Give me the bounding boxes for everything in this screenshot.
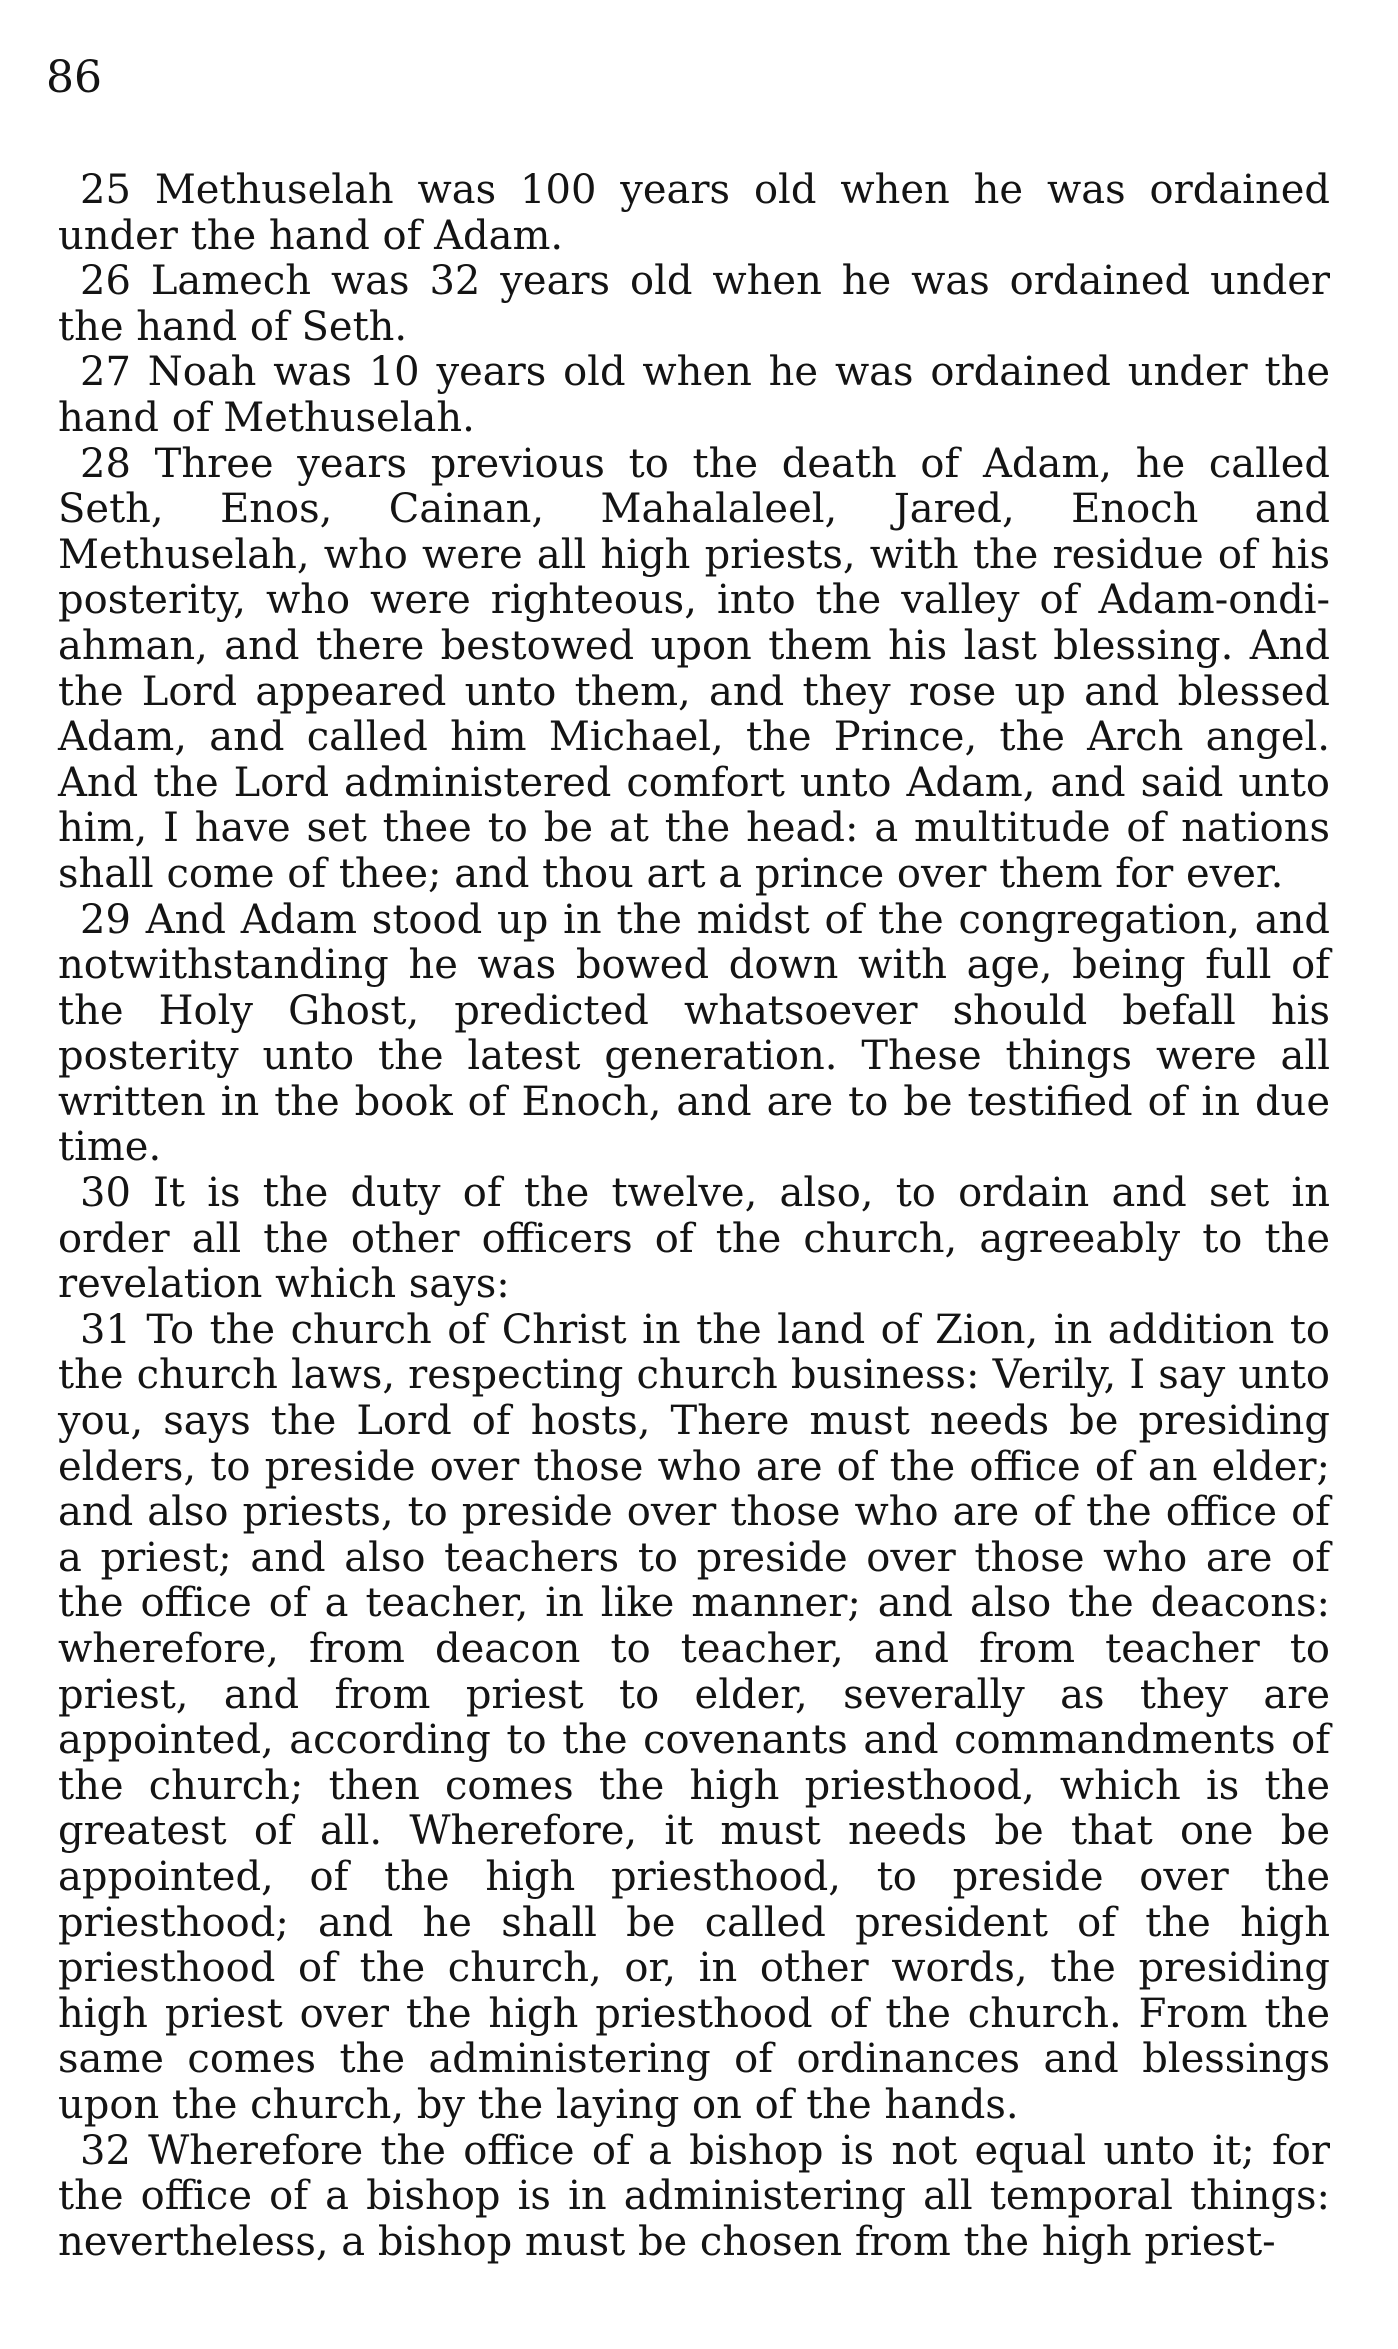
verse-number: 30 xyxy=(80,1170,131,1217)
verse-26 xyxy=(58,259,1330,350)
verse-text: It is the duty of the twelve, also, to ordain and set in order all the other officers of the church, agreeably to the revelation which says: xyxy=(58,1170,1330,1308)
verse-number: 29 xyxy=(80,896,131,943)
verse-31 xyxy=(58,1308,1330,2129)
verse-number: 28 xyxy=(80,440,131,487)
verse-number: 26 xyxy=(80,258,131,305)
verse-text: Methuselah was 100 years old when he was ordained under the hand of Adam. xyxy=(58,167,1330,259)
verse-number: 31 xyxy=(80,1306,131,1353)
verse-28 xyxy=(58,442,1330,898)
verse-text: Lamech was 32 years old when he was ordained under the hand of Seth. xyxy=(58,258,1330,350)
verse-27 xyxy=(58,350,1330,441)
verse-25 xyxy=(58,168,1330,259)
verse-text: Noah was 10 years old when he was ordained under the hand of Methuselah. xyxy=(58,349,1330,441)
verse-29 xyxy=(58,898,1330,1172)
verse-number: 27 xyxy=(80,349,131,396)
verse-text: To the church of Christ in the land of Zion, in addition to the church laws, respecting church business: Verily, I say unto you, says the Lord of hosts, There must needs be presiding elders, to preside over those who are of the office of an elder; and also priests, to preside over those who are of the office of a priest; and also teachers to preside over those who are of the office of a teacher, in like manner; and also the deacons: wherefore, from deacon to teacher, and from teacher to priest, and from priest to elder, severally as they are appointed, according to the covenants and commandments of the church; then comes the high priesthood, which is the greatest of all. Wherefore, it must needs be that one be appointed, of the high priesthood, to preside over the priesthood; and he shall be called president of the high priesthood of the church, or, in other words, the presiding high priest over the high priesthood of the church. From the same comes the administering of ordinances and blessings upon the church, by the laying on of the hands. xyxy=(58,1306,1330,2128)
verse-30 xyxy=(58,1171,1330,1308)
verse-text: And Adam stood up in the midst of the congregation, and notwithstanding he was bowed down with age, being full of the Holy Ghost, predicted whatsoever should befall his posterity unto the latest generation. These things were all written in the book of Enoch, and are to be testified of in due time. xyxy=(58,896,1330,1171)
page-number: 86 xyxy=(46,52,102,103)
verse-text: Three years previous to the death of Adam, he called Seth, Enos, Cainan, Mahalaleel, Jared, Enoch and Methuselah, who were all high priests, with the residue of his posterity, who were righteous, into the valley of Adam-ondi-ahman, and there bestowed upon them his last blessing. And the Lord appeared unto them, and they rose up and blessed Adam, and called him Michael, the Prince, the Arch angel. And the Lord administered comfort unto Adam, and said unto him, I have set thee to be at the head: a multitude of nations shall come of thee; and thou art a prince over them for ever. xyxy=(58,440,1331,897)
verse-list xyxy=(58,168,1330,2265)
verse-number: 32 xyxy=(80,2127,131,2174)
verse-32 xyxy=(58,2129,1330,2266)
verse-text: Wherefore the office of a bishop is not equal unto it; for the office of a bishop is in administering all temporal things: nevertheless, a bishop must be chosen from the high priest- xyxy=(58,2127,1330,2265)
verse-number: 25 xyxy=(80,167,131,213)
